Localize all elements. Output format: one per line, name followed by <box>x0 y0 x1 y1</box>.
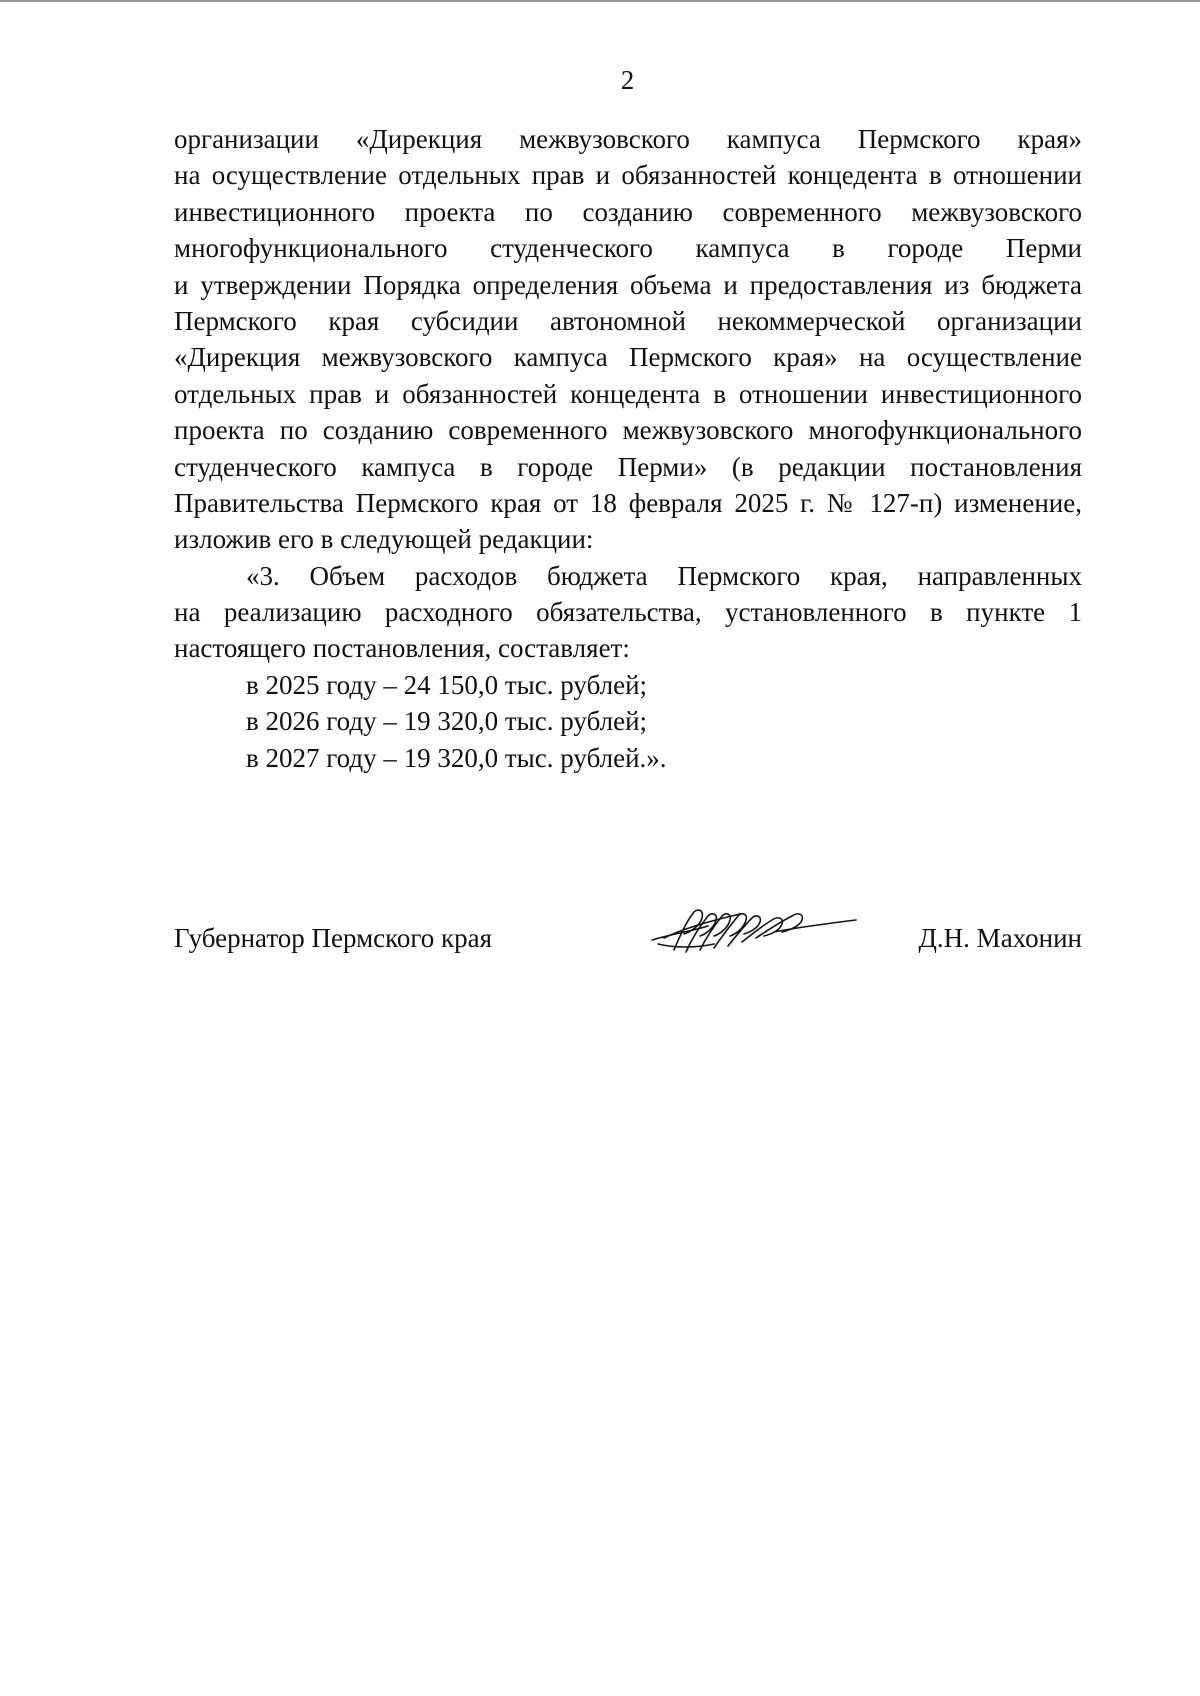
signature-block <box>174 910 1082 970</box>
text-line: Пермского края субсидии автономной некоммерческой организации <box>174 305 1082 336</box>
page-number: 2 <box>620 65 635 95</box>
text-line: организации «Дирекция межвузовского кампуса Пермского края» <box>174 124 1082 154</box>
budget-amounts-list <box>174 667 1082 776</box>
handwritten-signature <box>644 898 864 968</box>
text-line: отдельных прав и обязанностей концедента в отношении инвестиционного <box>174 378 1082 409</box>
text-line: студенческого кампуса в городе Перми» (в редакции постановления <box>174 451 1082 482</box>
text-line: Правительства Пермского края от 18 февраля 2025 г. № 127-п) изменение, <box>174 487 1082 518</box>
text-line: «3. Объем расходов бюджета Пермского края, направленных <box>246 560 1082 591</box>
page-top-border <box>0 0 1200 2</box>
budget-amount-2026: в 2026 году – 19 320,0 тыс. рублей; <box>246 706 648 737</box>
signer-title: Губернатор Пермского края <box>174 923 493 953</box>
text-line: многофункционального студенческого кампуса в городе Перми <box>174 233 1082 264</box>
paragraph-amendment-text <box>174 121 1082 558</box>
text-line: изложив его в следующей редакции: <box>174 524 594 555</box>
document-body <box>174 121 1082 776</box>
paragraph-budget-volume <box>174 558 1082 667</box>
text-line: и утверждении Порядка определения объема и предоставления из бюджета <box>174 269 1082 300</box>
budget-amount-2027: в 2027 году – 19 320,0 тыс. рублей.». <box>246 742 667 773</box>
text-line: на осуществление отдельных прав и обязанностей концедента в отношении <box>174 160 1082 191</box>
text-line: настоящего постановления, составляет: <box>174 633 630 664</box>
budget-amount-2025: в 2025 году – 24 150,0 тыс. рублей; <box>246 669 648 700</box>
text-line: «Дирекция межвузовского кампуса Пермского края» на осуществление <box>174 342 1082 373</box>
text-line: на реализацию расходного обязательства, установленного в пункте 1 <box>174 597 1082 628</box>
signer-name: Д.Н. Махонин <box>918 923 1082 953</box>
text-line: проекта по созданию современного межвузовского многофункционального <box>174 415 1082 446</box>
text-line: инвестиционного проекта по созданию современного межвузовского <box>174 196 1082 227</box>
